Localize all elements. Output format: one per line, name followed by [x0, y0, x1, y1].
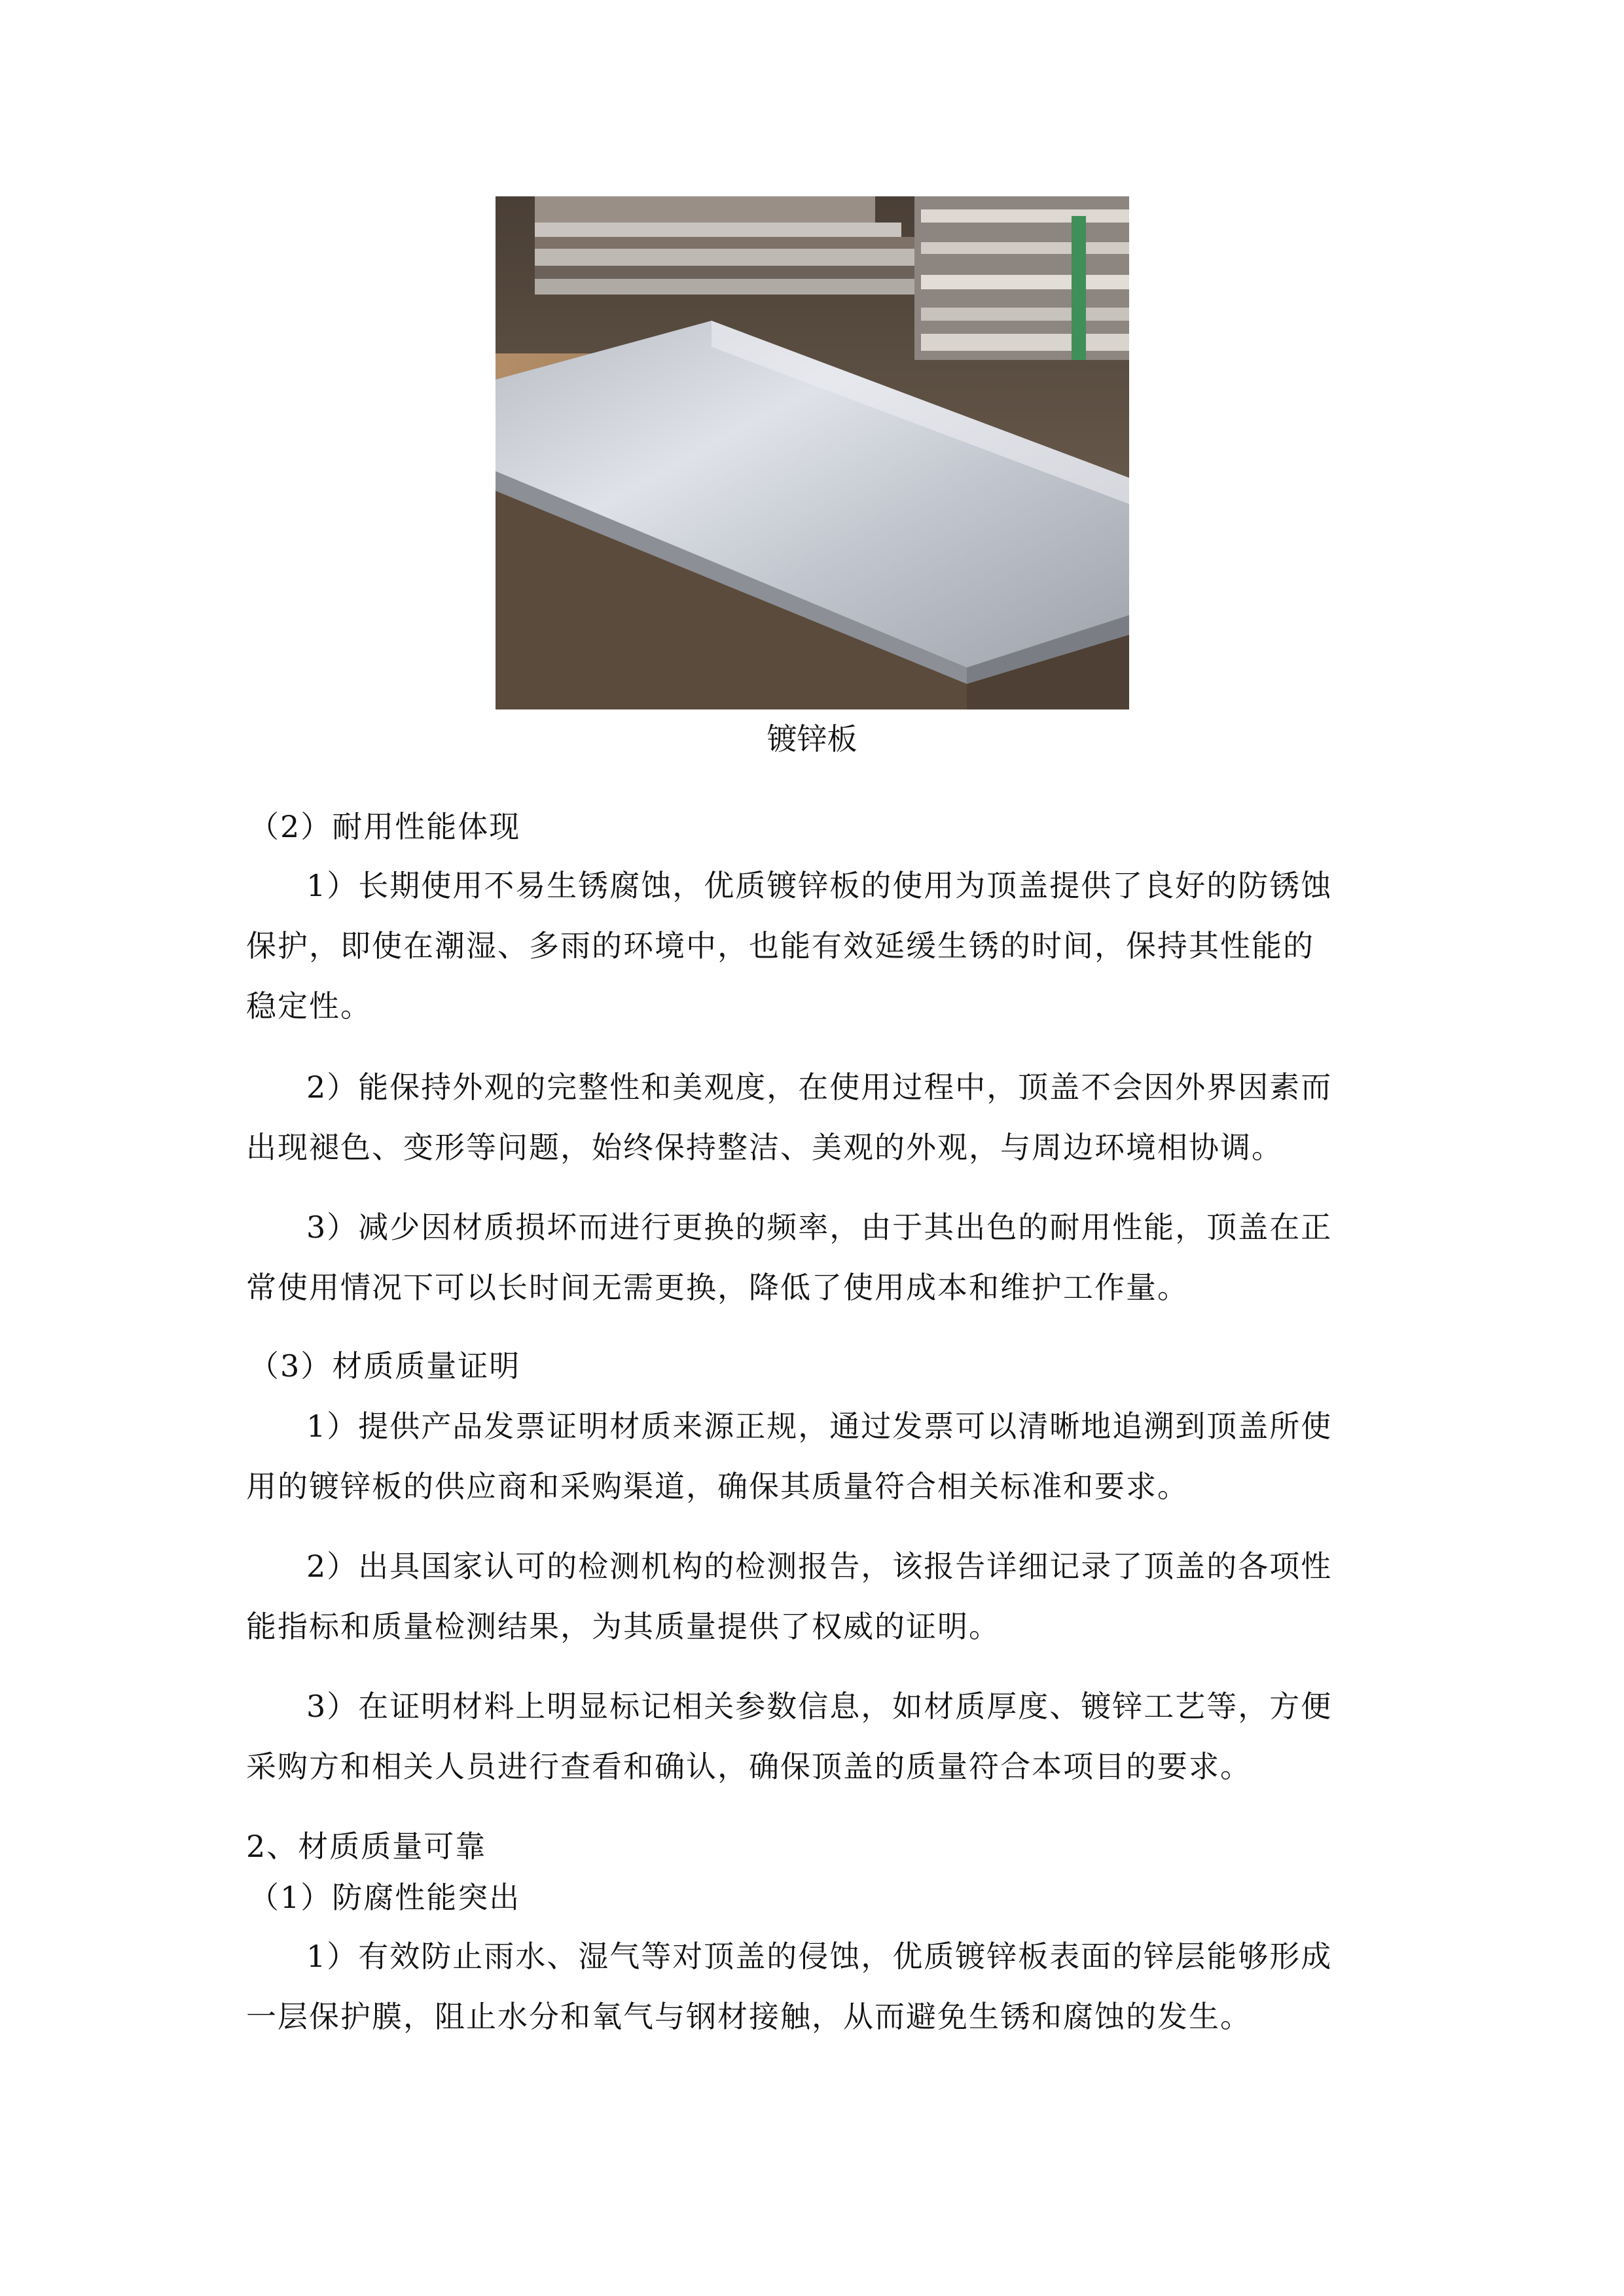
paragraph-line: 采购方和相关人员进行查看和确认，确保顶盖的质量符合本项目的要求。 [246, 1749, 1252, 1784]
paragraph-line: 1）提供产品发票证明材质来源正规，通过发票可以清晰地追溯到顶盖所使 [306, 1408, 1333, 1444]
paragraph-line: 3）在证明材料上明显标记相关参数信息，如材质厚度、镀锌工艺等，方便 [306, 1689, 1333, 1724]
subsection-heading-anticorrosion: （1）防腐性能突出 [249, 1880, 521, 1915]
figure-caption: 镀锌板 [767, 721, 857, 757]
paragraph-line: 保护，即使在潮湿、多雨的环境中，也能有效延缓生锈的时间，保持其性能的 [246, 928, 1314, 963]
galvanized-sheet-photo [496, 196, 1129, 709]
paragraph-line: 3）减少因材质损坏而进行更换的频率，由于其出色的耐用性能，顶盖在正 [306, 1210, 1333, 1245]
paragraph-line: 一层保护膜，阻止水分和氧气与钢材接触，从而避免生锈和腐蚀的发生。 [246, 1999, 1252, 2034]
section-heading-durability: （2）耐用性能体现 [249, 809, 521, 844]
paragraph-line: 出现褪色、变形等问题，始终保持整洁、美观的外观，与周边环境相协调。 [246, 1130, 1283, 1165]
section-heading-certification: （3）材质质量证明 [249, 1348, 521, 1384]
paragraph-line: 2）出具国家认可的检测机构的检测报告，该报告详细记录了顶盖的各项性 [306, 1549, 1333, 1584]
section-heading-reliable: 2、材质质量可靠 [246, 1829, 487, 1864]
paragraph-line: 常使用情况下可以长时间无需更换，降低了使用成本和维护工作量。 [246, 1270, 1189, 1305]
paragraph-line: 稳定性。 [246, 988, 372, 1024]
paragraph-line: 用的镀锌板的供应商和采购渠道，确保其质量符合相关标准和要求。 [246, 1469, 1189, 1504]
paragraph-line: 1）有效防止雨水、湿气等对顶盖的侵蚀，优质镀锌板表面的锌层能够形成 [306, 1939, 1333, 1974]
paragraph-line: 1）长期使用不易生锈腐蚀，优质镀锌板的使用为顶盖提供了良好的防锈蚀 [306, 868, 1333, 903]
paragraph-line: 2）能保持外观的完整性和美观度，在使用过程中，顶盖不会因外界因素而 [306, 1069, 1333, 1105]
paragraph-line: 能指标和质量检测结果，为其质量提供了权威的证明。 [246, 1609, 1000, 1644]
